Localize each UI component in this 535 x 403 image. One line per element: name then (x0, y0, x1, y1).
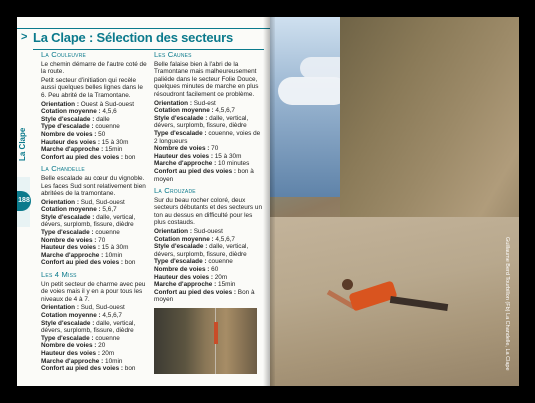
info-row (154, 153, 263, 161)
info-row (154, 289, 263, 304)
info-value: bon (123, 365, 136, 373)
info-row (41, 146, 148, 154)
info-row (41, 154, 148, 162)
info-value: dalle, vertical, dévers, surplomb, fissure, dièdre (154, 114, 249, 130)
info-value: 70 (209, 145, 219, 153)
info-row (41, 259, 148, 267)
info-row (41, 214, 148, 229)
info-value: 15 à 30m (212, 152, 242, 160)
info-row (41, 244, 148, 252)
info-row (41, 237, 148, 245)
info-key: Confort au pied des voies : (154, 288, 237, 296)
info-key: Style d'escalade : (154, 243, 208, 251)
info-value: 15min (103, 146, 123, 154)
info-row (41, 206, 148, 214)
section-title: Les 4 Miss (41, 270, 77, 280)
info-value: 4,5,6,7 (213, 107, 235, 115)
info-value: Sud-est (192, 99, 216, 107)
info-row (154, 168, 263, 183)
section-caunes (154, 51, 263, 183)
info-row (154, 100, 263, 108)
info-key: Nombre de voies : (41, 342, 97, 350)
info-key: Hauteur des voies : (154, 152, 213, 160)
cloud (278, 77, 348, 105)
info-key: Nombre de voies : (41, 236, 97, 244)
info-key: Type d'escalade : (154, 258, 207, 266)
info-value: Ouest à Sud-ouest (79, 100, 135, 108)
info-value: 20m (212, 273, 228, 281)
info-value: bon à moyen (154, 167, 254, 183)
info-value: 15 à 30m (99, 244, 129, 252)
info-key: Orientation : (154, 99, 192, 107)
info-key: Confort au pied des voies : (41, 259, 124, 267)
info-value: dalle, vertical, dévers, surplomb, fissure, dièdre (154, 243, 249, 258)
info-key: Cotation moyenne : (41, 108, 101, 116)
info-row (154, 130, 263, 145)
info-key: Confort au pied des voies : (41, 153, 124, 161)
info-key: Hauteur des voies : (41, 138, 100, 146)
info-value: couenne, voies de 2 longueurs (154, 129, 261, 145)
info-key: Cotation moyenne : (41, 312, 101, 319)
info-row (41, 358, 148, 366)
info-row (154, 281, 263, 289)
info-value: 15 à 30m (99, 138, 129, 146)
info-key: Style d'escalade : (41, 115, 95, 123)
info-key: Style d'escalade : (154, 114, 208, 122)
climbing-photo-small (154, 308, 257, 374)
book-gutter (263, 17, 275, 386)
section-text: Petit secteur d'initiation qui recèle aussi quelques belles lignes dans le 6. Peu abrité de la Tramontane. (41, 76, 143, 99)
info-row (154, 243, 263, 258)
info-key: Orientation : (41, 304, 79, 312)
info-value: 15min (216, 281, 236, 289)
book-spread (17, 17, 519, 386)
right-page-photo (270, 17, 519, 386)
info-key: Marche d'approche : (41, 146, 104, 154)
section-crouzade (154, 187, 263, 304)
info-key: Marche d'approche : (41, 251, 104, 259)
info-row (41, 335, 148, 343)
info-value: 4,5,6,7 (100, 312, 122, 319)
info-value: dalle, vertical, dévers, surplomb, fissure, dièdre (41, 319, 136, 335)
info-key: Nombre de voies : (41, 130, 97, 138)
info-row (41, 108, 148, 116)
info-row (154, 160, 263, 168)
info-key: Marche d'approche : (41, 357, 104, 365)
info-value: 10min (103, 357, 123, 365)
info-value: Sud, Sud-ouest (79, 198, 125, 206)
info-value: 50 (96, 130, 106, 138)
section-chandelle (41, 165, 148, 267)
info-key: Hauteur des voies : (41, 244, 100, 252)
info-value: bon (123, 153, 136, 161)
section-title: Les Caunes (154, 50, 192, 59)
section-text: Belle escalade au cœur du vignoble. Les faces Sud sont relativement bien abritées de la tramontane. (41, 174, 146, 198)
info-key: Orientation : (154, 228, 192, 236)
info-row (41, 342, 148, 350)
info-row (41, 365, 148, 373)
info-key: Style d'escalade : (41, 319, 95, 327)
info-row (154, 145, 263, 153)
info-row (41, 320, 148, 335)
section-text: Un petit secteur de charme avec peu de voies mais il y en a pour tous les niveaux de 4 à 7. (41, 280, 146, 303)
climber-head (342, 279, 353, 290)
column-left (41, 51, 148, 377)
info-key: Hauteur des voies : (41, 349, 100, 357)
info-key: Confort au pied des voies : (41, 365, 124, 373)
title-bar (17, 28, 270, 50)
info-row (41, 199, 148, 207)
info-key: Marche d'approche : (154, 281, 217, 289)
info-key: Orientation : (41, 198, 79, 206)
section-title: La Couleuvre (41, 50, 87, 59)
info-value: 70 (96, 236, 106, 244)
info-key: Type d'escalade : (41, 334, 94, 342)
info-value: 4,5,6 (100, 108, 117, 116)
left-page (17, 17, 270, 386)
info-value: Bon à moyen (154, 288, 255, 304)
info-row (154, 107, 263, 115)
info-row (41, 123, 148, 131)
info-value: 20 (96, 342, 106, 350)
section-title: La Crouzade (154, 186, 196, 196)
info-key: Type d'escalade : (41, 229, 94, 237)
info-row (41, 229, 148, 237)
info-key: Nombre de voies : (154, 145, 210, 153)
info-row (154, 274, 263, 282)
info-row (41, 131, 148, 139)
info-row (154, 258, 263, 266)
section-title: La Chandelle (41, 164, 85, 174)
info-value: 10 minutes (216, 160, 250, 168)
info-key: Nombre de voies : (154, 266, 210, 274)
info-key: Confort au pied des voies : (154, 167, 237, 175)
column-right (154, 51, 263, 374)
info-row (41, 252, 148, 260)
section-4-miss (41, 271, 148, 373)
info-value: couenne (93, 229, 120, 237)
info-value: bon (123, 259, 136, 267)
info-row (41, 139, 148, 147)
info-key: Cotation moyenne : (41, 206, 101, 214)
info-value: couenne (93, 334, 120, 342)
info-value: 60 (209, 266, 219, 274)
info-value: couenne (206, 258, 233, 266)
info-value: couenne (93, 123, 120, 131)
info-row (154, 115, 263, 130)
info-row (41, 116, 148, 124)
info-value: 10min (103, 251, 123, 259)
info-value: 4,5,6,7 (213, 235, 235, 243)
climber-figure (214, 322, 218, 344)
info-value: Sud, Sud-ouest (79, 304, 125, 312)
info-row (154, 266, 263, 274)
info-key: Orientation : (41, 100, 79, 108)
page-number: 188 (17, 191, 31, 211)
info-row (154, 228, 263, 236)
info-key: Cotation moyenne : (154, 107, 214, 115)
info-key: Type d'escalade : (154, 129, 207, 137)
info-value: 5,6,7 (100, 206, 117, 214)
info-row (41, 350, 148, 358)
info-value: Sud-ouest (192, 228, 223, 236)
info-key: Type d'escalade : (41, 123, 94, 131)
info-value: 20m (99, 349, 115, 357)
section-couleuvre (41, 51, 148, 161)
info-row (154, 236, 263, 244)
info-key: Style d'escalade : (41, 213, 95, 221)
page-title: La Clape : Sélection des secteurs (33, 30, 234, 45)
info-value: dalle (94, 115, 110, 123)
photo-credit: Guillaume Berd Tourbillon (Fb) La Chandelle, La Clape (504, 237, 510, 371)
chevron-right-icon: > (21, 31, 28, 43)
section-text: Belle falaise bien à l'abri de la Tramontane mais malheureusement paliéde dans le secteur Folie Douce, quelques minutes de marche en plus résoudront facilement ce problème. (154, 60, 259, 98)
info-row (41, 304, 148, 312)
info-key: Cotation moyenne : (154, 235, 214, 243)
info-value: dalle, vertical, dévers, surplomb, fissure, dièdre (41, 213, 136, 229)
side-label: La Clape (18, 127, 27, 161)
info-key: Hauteur des voies : (154, 273, 213, 281)
section-text: Sur du beau rocher coloré, deux secteurs débutants et des secteurs un ton au dessus en difficulté pour les plus costauds. (154, 196, 262, 227)
info-row (41, 101, 148, 109)
info-key: Marche d'approche : (154, 160, 217, 168)
section-text: Le chemin démarre de l'autre coté de la route. (41, 60, 147, 76)
info-row (41, 312, 148, 320)
